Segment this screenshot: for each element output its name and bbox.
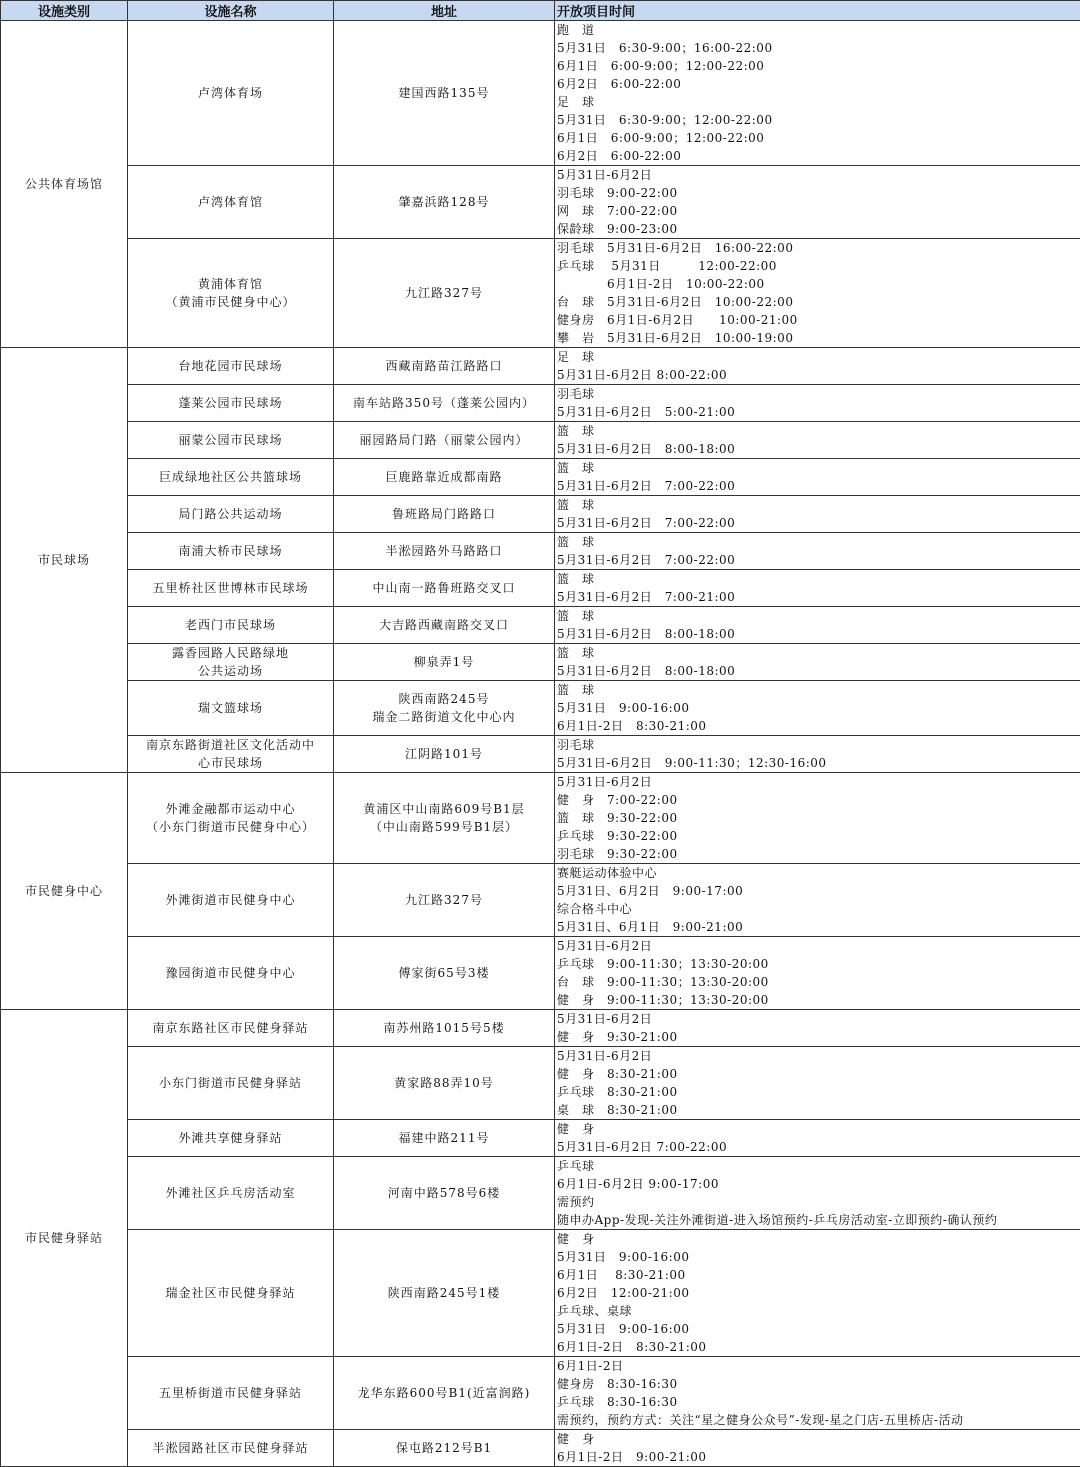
schedule-line: 5月31日-6月2日 [557, 937, 1080, 955]
facility-name-cell [128, 681, 334, 736]
schedule-line: 5月31日-6月2日 8:00-18:00 [557, 625, 1080, 643]
facility-name-line: 半淞园路社区市民健身驿站 [128, 1439, 333, 1457]
schedule-line: 篮 球 [557, 459, 1080, 477]
header-facility-name: 设施名称 [128, 1, 334, 21]
schedule-line: 健 身 [557, 1430, 1080, 1448]
schedule-line: 6月1日 8:30-21:00 [557, 1266, 1080, 1284]
schedule-line: 篮 球 [557, 422, 1080, 440]
address-cell [334, 348, 555, 385]
schedule-line: 篮 球 [557, 644, 1080, 662]
schedule-line: 篮 球 [557, 570, 1080, 588]
schedule-line: 乒乓球 [557, 1157, 1080, 1175]
schedule-line: 5月31日 9:00-16:00 [557, 1248, 1080, 1266]
schedule-line: 篮 球 [557, 496, 1080, 514]
open-time-cell [555, 496, 1080, 533]
address-cell [334, 1430, 555, 1467]
schedule-line: 5月31日-6月2日 8:00-22:00 [557, 366, 1080, 384]
schedule-line: 健 身 9:30-21:00 [557, 1028, 1080, 1046]
table-row [1, 1430, 1080, 1467]
schedule-line: 羽毛球 9:00-22:00 [557, 184, 1080, 202]
address-line: 南苏州路1015号5楼 [334, 1019, 554, 1037]
address-line: 西藏南路苗江路路口 [334, 357, 554, 375]
schedule-line: 6月2日 6:00-22:00 [557, 147, 1080, 165]
table-row [1, 422, 1080, 459]
schedule-line: 篮 球 [557, 607, 1080, 625]
address-cell [334, 864, 555, 937]
facility-name-cell [128, 1120, 334, 1157]
schedule-line: 6月1日 6:00-9:00；12:00-22:00 [557, 129, 1080, 147]
table-row [1, 348, 1080, 385]
address-cell [334, 533, 555, 570]
address-line: 建国西路135号 [334, 84, 554, 102]
table-row [1, 1357, 1080, 1430]
facility-name-cell [128, 1157, 334, 1230]
schedule-line: 5月31日-6月2日 [557, 773, 1080, 791]
schedule-line: 5月31日 6:30-9:00；12:00-22:00 [557, 111, 1080, 129]
address-cell [334, 736, 555, 773]
header-category: 设施类别 [1, 1, 128, 21]
address-line: 黄浦区中山南路609号B1层 [334, 800, 554, 818]
address-line: 傅家街65号3楼 [334, 964, 554, 982]
address-line: 丽园路局门路（丽蒙公园内） [334, 431, 554, 449]
schedule-line: 乒乓球 9:30-22:00 [557, 827, 1080, 845]
table-row [1, 864, 1080, 937]
schedule-line: 5月31日、6月2日 9:00-17:00 [557, 882, 1080, 900]
schedule-line: 5月31日-6月2日 7:00-22:00 [557, 514, 1080, 532]
address-line: 肇嘉浜路128号 [334, 193, 554, 211]
schedule-line: 乒乓球 8:30-16:30 [557, 1393, 1080, 1411]
schedule-line: 乒乓球 5月31日 12:00-22:00 [557, 257, 1080, 275]
schedule-line: 6月1日-2日 [557, 1357, 1080, 1375]
facility-name-line: 瑞金社区市民健身驿站 [128, 1284, 333, 1302]
schedule-line: 6月1日-2日 10:00-22:00 [557, 275, 1080, 293]
table-row [1, 21, 1080, 166]
schedule-line: 篮 球 [557, 533, 1080, 551]
schedule-line: 台 球 9:00-11:30；13:30-20:00 [557, 973, 1080, 991]
address-line: 巨鹿路靠近成都南路 [334, 468, 554, 486]
open-time-cell [555, 681, 1080, 736]
facility-name-line: 南京东路街道社区文化活动中 [128, 736, 333, 754]
open-time-cell [555, 1430, 1080, 1467]
table-row [1, 681, 1080, 736]
schedule-line: 乒乓球 8:30-21:00 [557, 1083, 1080, 1101]
open-time-cell [555, 864, 1080, 937]
schedule-line: 羽毛球 [557, 736, 1080, 754]
schedule-line: 5月31日 9:00-16:00 [557, 699, 1080, 717]
address-cell [334, 459, 555, 496]
schedule-line: 6月1日 6:00-9:00；12:00-22:00 [557, 57, 1080, 75]
open-time-cell [555, 21, 1080, 166]
schedule-line: 6月1日-2日 8:30-21:00 [557, 1338, 1080, 1356]
header-row [1, 1, 1080, 21]
facility-name-line: 小东门街道市民健身驿站 [128, 1074, 333, 1092]
facility-name-cell [128, 937, 334, 1010]
address-line: 九江路327号 [334, 284, 554, 302]
facility-name-line: （黄浦市民健身中心） [128, 293, 333, 311]
schedule-line: 跑 道 [557, 21, 1080, 39]
schedule-line: 羽毛球 9:30-22:00 [557, 845, 1080, 863]
facility-name-cell [128, 1357, 334, 1430]
facility-name-line: （小东门街道市民健身中心） [128, 818, 333, 836]
schedule-line: 5月31日-6月2日 [557, 1047, 1080, 1065]
schedule-line: 综合格斗中心 [557, 900, 1080, 918]
category-cell: 市民健身中心 [1, 773, 128, 1010]
schedule-line: 5月31日-6月2日 7:00-22:00 [557, 477, 1080, 495]
schedule-line: 乒乓球、桌球 [557, 1302, 1080, 1320]
facility-name-line: 瑞文篮球场 [128, 699, 333, 717]
schedule-line: 5月31日-6月2日 7:00-21:00 [557, 588, 1080, 606]
header-open-time: 开放项目时间 [555, 1, 1080, 21]
facility-name-cell [128, 533, 334, 570]
facility-name-cell [128, 644, 334, 681]
address-line: 中山南一路鲁班路交叉口 [334, 579, 554, 597]
address-cell [334, 1230, 555, 1357]
address-cell [334, 422, 555, 459]
facility-name-cell [128, 422, 334, 459]
schedule-line: 羽毛球 [557, 385, 1080, 403]
facility-name-line: 外滩街道市民健身中心 [128, 891, 333, 909]
schedule-line: 5月31日-6月2日 9:00-11:30；12:30-16:00 [557, 754, 1080, 772]
table-row [1, 385, 1080, 422]
category-cell: 公共体育场馆 [1, 21, 128, 348]
address-line: 河南中路578号6楼 [334, 1184, 554, 1202]
table-row [1, 736, 1080, 773]
schedule-line: 随申办App-发现-关注外滩街道-进入场馆预约-乒乓房活动室-立即预约-确认预约 [557, 1211, 1080, 1229]
address-line: 九江路327号 [334, 891, 554, 909]
schedule-line: 5月31日-6月2日 5:00-21:00 [557, 403, 1080, 421]
address-cell [334, 1010, 555, 1047]
facility-name-line: 五里桥社区世博林市民球场 [128, 579, 333, 597]
schedule-line: 健 身 8:30-21:00 [557, 1065, 1080, 1083]
address-cell [334, 239, 555, 348]
table-row [1, 239, 1080, 348]
facility-name-line: 南京东路社区市民健身驿站 [128, 1019, 333, 1037]
facility-name-line: 蓬莱公园市民球场 [128, 394, 333, 412]
open-time-cell [555, 533, 1080, 570]
open-time-cell [555, 385, 1080, 422]
header-address: 地址 [334, 1, 555, 21]
category-cell: 市民球场 [1, 348, 128, 773]
address-cell [334, 607, 555, 644]
address-line: 龙华东路600号B1(近富润路) [334, 1384, 554, 1402]
open-time-cell [555, 1357, 1080, 1430]
facility-name-cell [128, 1047, 334, 1120]
schedule-line: 羽毛球 5月31日-6月2日 16:00-22:00 [557, 239, 1080, 257]
schedule-line: 5月31日-6月2日 8:00-18:00 [557, 662, 1080, 680]
address-line: 大吉路西藏南路交叉口 [334, 616, 554, 634]
address-cell [334, 21, 555, 166]
table-row [1, 937, 1080, 1010]
address-line: 陕西南路245号 [334, 690, 554, 708]
schedule-line: 6月1日-6月2日 9:00-17:00 [557, 1175, 1080, 1193]
facility-name-line: 公共运动场 [128, 662, 333, 680]
facility-name-line: 卢湾体育馆 [128, 193, 333, 211]
facility-name-cell [128, 459, 334, 496]
facility-name-line: 外滩金融都市运动中心 [128, 800, 333, 818]
open-time-cell [555, 1157, 1080, 1230]
table-row [1, 607, 1080, 644]
schedule-line: 篮 球 [557, 681, 1080, 699]
address-line: 瑞金二路街道文化中心内 [334, 708, 554, 726]
table-row [1, 1047, 1080, 1120]
table-row [1, 644, 1080, 681]
facility-name-cell [128, 1230, 334, 1357]
address-cell [334, 681, 555, 736]
address-cell [334, 1120, 555, 1157]
schedule-line: 攀 岩 5月31日-6月2日 10:00-19:00 [557, 329, 1080, 347]
facility-name-line: 台地花园市民球场 [128, 357, 333, 375]
facility-name-line: 豫园街道市民健身中心 [128, 964, 333, 982]
address-cell [334, 496, 555, 533]
schedule-line: 需预约，预约方式：关注“星之健身公众号”-发现-星之门店-五里桥店-活动 [557, 1411, 1080, 1429]
address-cell [334, 1157, 555, 1230]
address-cell [334, 166, 555, 239]
address-line: 黄家路88弄10号 [334, 1074, 554, 1092]
facility-name-line: 巨成绿地社区公共篮球场 [128, 468, 333, 486]
facility-name-cell [128, 239, 334, 348]
schedule-line: 5月31日-6月2日 8:00-18:00 [557, 440, 1080, 458]
address-line: 保屯路212号B1 [334, 1439, 554, 1457]
facility-name-cell [128, 21, 334, 166]
address-line: 江阴路101号 [334, 745, 554, 763]
open-time-cell [555, 166, 1080, 239]
schedule-line: 6月1日-2日 9:00-21:00 [557, 1448, 1080, 1466]
table-row [1, 570, 1080, 607]
address-cell [334, 644, 555, 681]
table-row [1, 1010, 1080, 1047]
table-row [1, 1157, 1080, 1230]
facility-name-line: 丽蒙公园市民球场 [128, 431, 333, 449]
schedule-line: 足 球 [557, 348, 1080, 366]
schedule-line: 6月2日 6:00-22:00 [557, 75, 1080, 93]
open-time-cell [555, 1120, 1080, 1157]
open-time-cell [555, 937, 1080, 1010]
facility-name-cell [128, 1430, 334, 1467]
facility-name-cell [128, 607, 334, 644]
facility-name-line: 南浦大桥市民球场 [128, 542, 333, 560]
address-cell [334, 773, 555, 864]
schedule-line: 5月31日-6月2日 7:00-22:00 [557, 1138, 1080, 1156]
schedule-line: 足 球 [557, 93, 1080, 111]
schedule-line: 6月1日-2日 8:30-21:00 [557, 717, 1080, 735]
table-row [1, 773, 1080, 864]
facility-name-line: 外滩社区乒乓房活动室 [128, 1184, 333, 1202]
facility-name-cell [128, 736, 334, 773]
schedule-line: 健身房 6月1日-6月2日 10:00-21:00 [557, 311, 1080, 329]
facility-name-cell [128, 1010, 334, 1047]
address-line: 南车站路350号（蓬莱公园内） [334, 394, 554, 412]
facility-name-cell [128, 385, 334, 422]
facility-name-line: 露香园路人民路绿地 [128, 644, 333, 662]
schedule-line: 台 球 5月31日-6月2日 10:00-22:00 [557, 293, 1080, 311]
schedule-line: 健 身 [557, 1120, 1080, 1138]
open-time-cell [555, 422, 1080, 459]
schedule-line: 赛艇运动体验中心 [557, 864, 1080, 882]
table-body [1, 21, 1080, 1467]
schedule-line: 6月2日 12:00-21:00 [557, 1284, 1080, 1302]
facility-name-cell [128, 773, 334, 864]
schedule-line: 5月31日 6:30-9:00；16:00-22:00 [557, 39, 1080, 57]
address-cell [334, 570, 555, 607]
address-line: （中山南路599号B1层） [334, 818, 554, 836]
address-cell [334, 385, 555, 422]
schedule-line: 网 球 7:00-22:00 [557, 202, 1080, 220]
facility-name-line: 老西门市民球场 [128, 616, 333, 634]
schedule-line: 篮 球 9:30-22:00 [557, 809, 1080, 827]
address-cell [334, 937, 555, 1010]
open-time-cell [555, 348, 1080, 385]
open-time-cell [555, 607, 1080, 644]
open-time-cell [555, 239, 1080, 348]
address-line: 鲁班路局门路路口 [334, 505, 554, 523]
facility-name-line: 黄浦体育馆 [128, 275, 333, 293]
facility-name-line: 卢湾体育场 [128, 84, 333, 102]
table-row [1, 496, 1080, 533]
address-line: 陕西南路245号1楼 [334, 1284, 554, 1302]
open-time-cell [555, 1047, 1080, 1120]
address-line: 柳泉弄1号 [334, 653, 554, 671]
open-time-cell [555, 644, 1080, 681]
open-time-cell [555, 1010, 1080, 1047]
open-time-cell [555, 773, 1080, 864]
category-cell: 市民健身驿站 [1, 1010, 128, 1467]
facility-name-line: 局门路公共运动场 [128, 505, 333, 523]
facility-name-cell [128, 166, 334, 239]
facility-name-line: 心市民球场 [128, 754, 333, 772]
facility-name-cell [128, 570, 334, 607]
address-line: 半淞园路外马路路口 [334, 542, 554, 560]
schedule-line: 5月31日、6月1日 9:00-21:00 [557, 918, 1080, 936]
schedule-line: 健 身 [557, 1230, 1080, 1248]
table-row [1, 533, 1080, 570]
open-time-cell [555, 1230, 1080, 1357]
schedule-line: 5月31日-6月2日 7:00-22:00 [557, 551, 1080, 569]
schedule-line: 5月31日-6月2日 [557, 1010, 1080, 1028]
schedule-line: 5月31日 9:00-16:00 [557, 1320, 1080, 1338]
schedule-line: 桌 球 8:30-21:00 [557, 1101, 1080, 1119]
facility-name-cell [128, 496, 334, 533]
address-line: 福建中路211号 [334, 1129, 554, 1147]
schedule-line: 健 身 9:00-11:30；13:30-20:00 [557, 991, 1080, 1009]
schedule-line: 乒乓球 9:00-11:30；13:30-20:00 [557, 955, 1080, 973]
open-time-cell [555, 459, 1080, 496]
facility-name-cell [128, 348, 334, 385]
schedule-line: 需预约 [557, 1193, 1080, 1211]
table-row [1, 1230, 1080, 1357]
address-cell [334, 1357, 555, 1430]
table-row [1, 166, 1080, 239]
facility-name-line: 五里桥街道市民健身驿站 [128, 1384, 333, 1402]
schedule-line: 保龄球 9:00-23:00 [557, 220, 1080, 238]
open-time-cell [555, 570, 1080, 607]
table-row [1, 1120, 1080, 1157]
table-row [1, 459, 1080, 496]
open-time-cell [555, 736, 1080, 773]
facility-name-cell [128, 864, 334, 937]
schedule-line: 5月31日-6月2日 [557, 166, 1080, 184]
schedule-line: 健 身 7:00-22:00 [557, 791, 1080, 809]
address-cell [334, 1047, 555, 1120]
schedule-line: 健身房 8:30-16:30 [557, 1375, 1080, 1393]
facility-name-line: 外滩共享健身驿站 [128, 1129, 333, 1147]
